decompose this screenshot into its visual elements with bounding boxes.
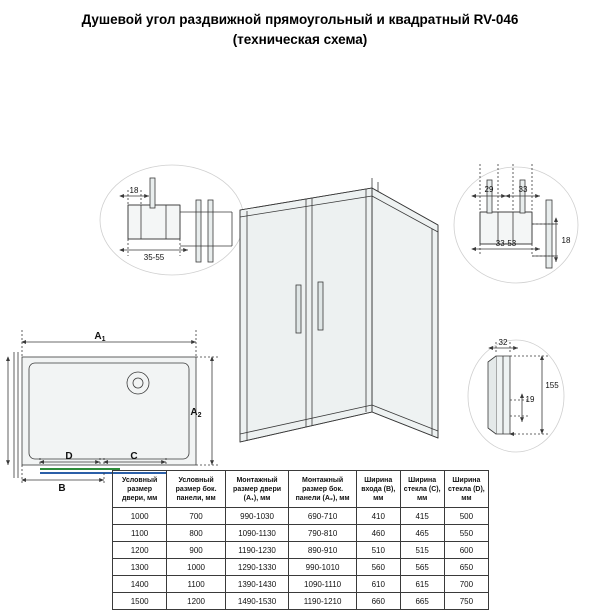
label-detail-top-right-3: 33-53 (495, 239, 517, 248)
table-cell: 610 (356, 576, 400, 593)
detail-top-right (454, 164, 578, 283)
label-plan-a2: $A_2$ (190, 407, 202, 419)
table-cell: 550 (444, 525, 488, 542)
table-cell: 500 (444, 508, 488, 525)
table-cell: 515 (400, 542, 444, 559)
table-cell: 665 (400, 593, 444, 610)
table-cell: 1290-1330 (225, 559, 288, 576)
table-cell: 1400 (113, 576, 167, 593)
table-cell: 1190-1230 (225, 542, 288, 559)
table-cell: 1300 (113, 559, 167, 576)
detail-top-left (100, 165, 244, 275)
table-row (113, 508, 489, 525)
label-plan-b: B (58, 483, 66, 494)
table-cell: 1500 (113, 593, 167, 610)
table-cell: 560 (356, 559, 400, 576)
table-cell: 1090-1130 (225, 525, 288, 542)
table-cell: 1190-1210 (289, 593, 357, 610)
label-plan-a1: $A_1$ (94, 331, 106, 343)
table-header-cell: Монтажный размер бок. панели (A₂), мм (289, 471, 357, 508)
table-header-row (113, 471, 489, 508)
table-cell: 750 (444, 593, 488, 610)
label-detail-handle-2: 155 (545, 381, 559, 390)
label-detail-handle-1: 32 (498, 338, 508, 347)
table-header-cell: Условный размер двери, мм (113, 471, 167, 508)
table-row (113, 525, 489, 542)
label-detail-top-right-4: 18 (561, 236, 571, 245)
table-cell: 650 (444, 559, 488, 576)
table-header-cell: Ширина стекла (D), мм (444, 471, 488, 508)
table-cell: 660 (356, 593, 400, 610)
table-cell: 1490-1530 (225, 593, 288, 610)
spec-table (112, 470, 489, 610)
table-cell: 615 (400, 576, 444, 593)
table-cell: 1200 (167, 593, 226, 610)
label-plan-c: C (130, 451, 138, 462)
table-cell: 565 (400, 559, 444, 576)
table-cell: 1090-1110 (289, 576, 357, 593)
table-cell: 510 (356, 542, 400, 559)
table-header-cell: Условный размер бок. панели, мм (167, 471, 226, 508)
page-title-line-1: Душевой угол раздвижной прямоугольный и квадратный RV-046 (81, 12, 519, 27)
table-cell: 700 (167, 508, 226, 525)
table-cell: 990-1010 (289, 559, 357, 576)
label-detail-top-right-2: 33 (518, 185, 528, 194)
label-detail-top-right-1: 29 (484, 185, 494, 194)
table-cell: 1000 (167, 559, 226, 576)
table-header-cell: Ширина входа (B), мм (356, 471, 400, 508)
label-detail-top-left-2: 35-55 (143, 253, 165, 262)
table-cell: 1000 (113, 508, 167, 525)
plan-view (8, 330, 220, 484)
label-detail-handle-3: 19 (525, 395, 535, 404)
page-title-line-2: (техническая схема) (232, 32, 368, 47)
table-cell: 1390-1430 (225, 576, 288, 593)
table-cell: 1100 (113, 525, 167, 542)
table-cell: 900 (167, 542, 226, 559)
table-cell: 700 (444, 576, 488, 593)
table-cell: 415 (400, 508, 444, 525)
table-header-cell: Ширина стекла (C), мм (400, 471, 444, 508)
table-cell: 890-910 (289, 542, 357, 559)
detail-handle (468, 340, 564, 452)
table-cell: 460 (356, 525, 400, 542)
page-title (0, 10, 600, 50)
table-header-cell: Монтажный размер двери (A₁), мм (225, 471, 288, 508)
table-cell: 1200 (113, 542, 167, 559)
table-cell: 990-1030 (225, 508, 288, 525)
enclosure-3d (240, 178, 438, 442)
table-row (113, 576, 489, 593)
table-cell: 690-710 (289, 508, 357, 525)
label-detail-top-left-1: 18 (129, 186, 139, 195)
table-cell: 790-810 (289, 525, 357, 542)
table-cell: 465 (400, 525, 444, 542)
table-row (113, 542, 489, 559)
table-cell: 600 (444, 542, 488, 559)
table-cell: 800 (167, 525, 226, 542)
label-plan-d: D (65, 451, 73, 462)
table-cell: 410 (356, 508, 400, 525)
table-row (113, 593, 489, 610)
table-row (113, 559, 489, 576)
table-cell: 1100 (167, 576, 226, 593)
